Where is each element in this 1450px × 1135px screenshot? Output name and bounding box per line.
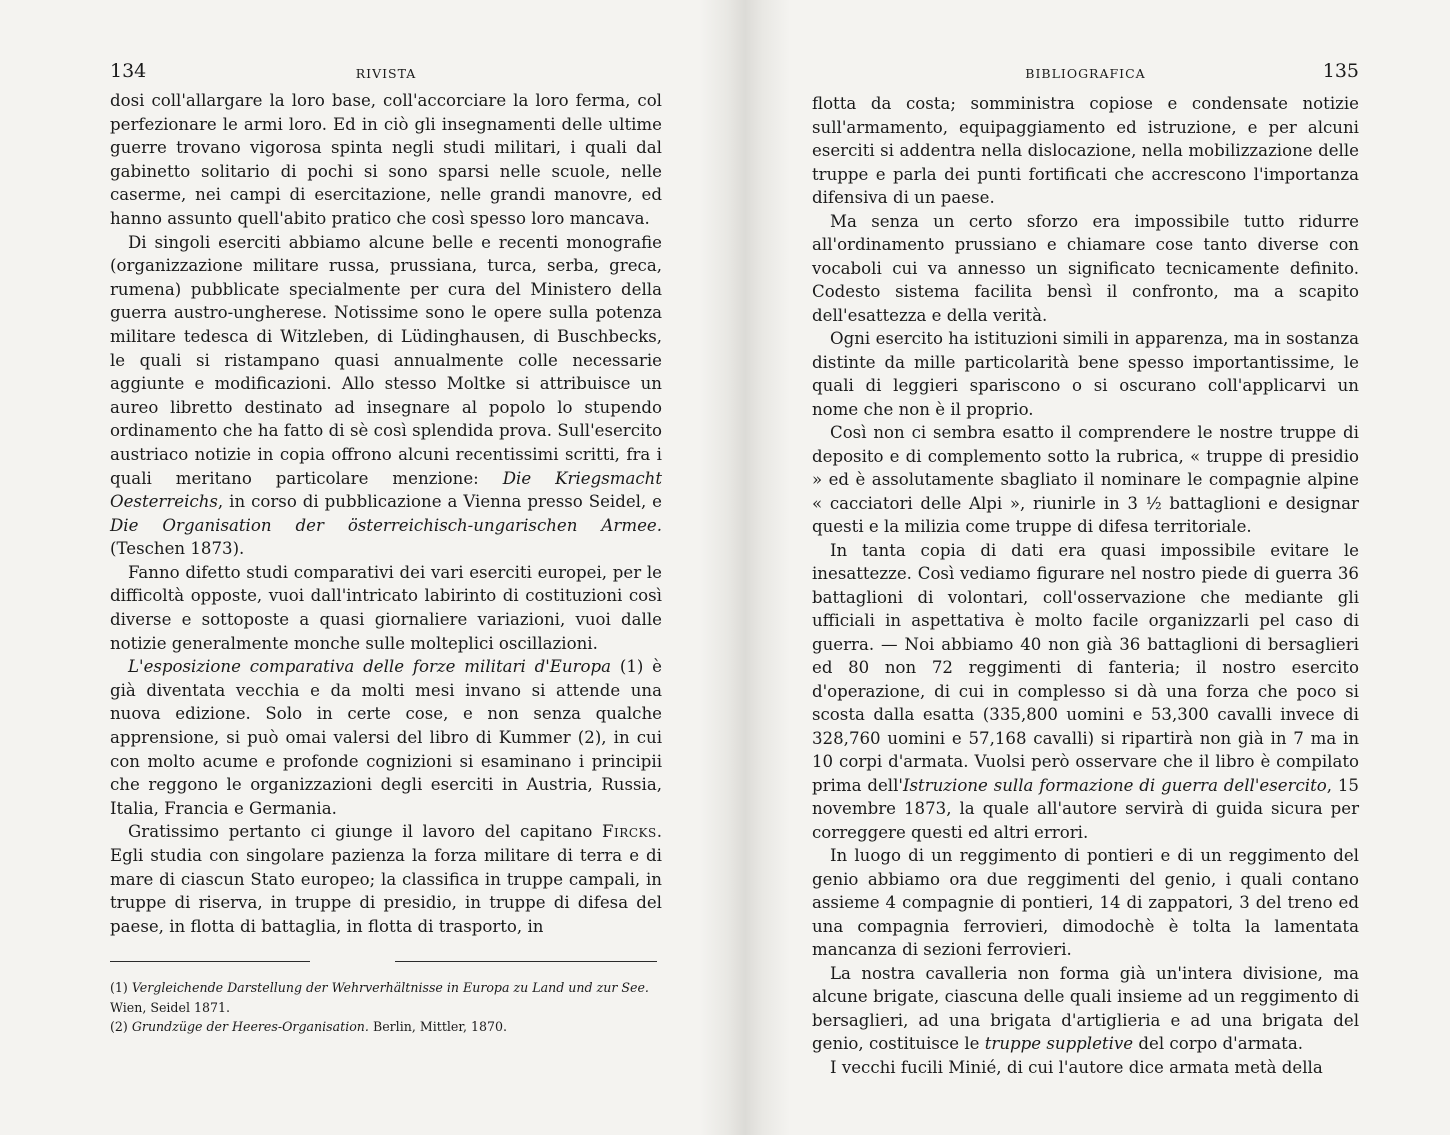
left-running-title: RIVISTA (355, 66, 417, 81)
right-paragraph-1: flotta da costa; somministra copiose e condensate notizie sull'armamento, equipaggiamento ed istruzione, e per alcuni eserciti si addentra nella dislocazione, nella mobilizzazione delle truppe e parla dei punti fortificati che accrescono l'importanza difensiva di un paese. (812, 94, 1359, 207)
right-paragraph-8: I vecchi fucili Minié, di cui l'autore dice armata metà della (830, 1057, 1323, 1077)
right-paragraph-6: In luogo di un reggimento di pontieri e di un reggimento del genio abbiamo ora due reggimenti del genio, i quali contano assieme 4 compagnie di pontieri, 14 di zappatori, 3 del treno ed una compagnia ferrovieri, dimodochè è tolta la lamentata mancanza di sezioni ferrovieri. (812, 846, 1359, 959)
right-paragraph-3: Ogni esercito ha istituzioni simili in apparenza, ma in sostanza distinte da mille particolarità bene spesso importantissime, le quali di leggieri spariscono o si oscurano coll'applicarvi un nome che non è il proprio. (812, 329, 1359, 419)
term-truppe-suppletive: truppe suppletive (984, 1034, 1134, 1053)
footnote-2: (2) Grundzüge der Heeres-Organisation. Berlin, Mittler, 1870. (110, 1019, 508, 1034)
left-paragraph-4: L'esposizione comparativa delle forze militari d'Europa (1) è già diventata vecchia e da molti mesi invano si attende una nuova edizione. Solo in certe cose, e non senza qualche apprensione, si può omai valersi del libro di Kummer (2), in cui con molto acume e profonde cognizioni si esaminano i principii che reggono le organizzazioni degli eserciti in Austria, Russia, Italia, Francia e Germania. (110, 657, 662, 818)
author-name-fircks: Fircks (602, 822, 657, 842)
left-paragraph-3: Fanno difetto studi comparativi dei vari eserciti europei, per le difficoltà opposte, vuoi dall'intricato labirinto di costituzioni così diverse e sottoposte a quasi giornaliere variazioni, vuoi dalle notizie generalmente monche sulle molteplici oscillazioni. (110, 562, 662, 653)
left-paragraph-2: Di singoli eserciti abbiamo alcune belle e recenti monografie (organizzazione militare russa, prussiana, turca, serba, greca, rumena) pubblicate specialmente per cura del Ministero della guerra austro-ungherese. Notissime sono le opere sulla potenza militare tedesca di Witzleben, di Lüdinghausen, di Buschbecks, le quali si ristampano quasi annualmente colle necessarie aggiunte e modificazioni. Allo stesso Moltke si attribuisce un aureo libretto destinato ad insegnare al popolo lo stupendo ordinamento che ha fatto di sè così splendida prova. Sull'esercito austriaco notizie in copia offrono alcuni recentissimi scritti, fra i quali meritano particolare menzione: Die Kriegsmacht Oesterreichs, in corso di pubblicazione a Vienna presso Seidel, e Die Organisation der österreichisch-ungarischen Armee. (Teschen 1873). (110, 232, 663, 559)
book-title-esposizione: L'esposizione comparativa delle forze militari d'Europa (128, 657, 612, 677)
right-body-text (812, 92, 1359, 1079)
left-footnotes (110, 978, 662, 1037)
right-page-number: 135 (1322, 60, 1359, 82)
right-page (812, 0, 1359, 1135)
book-title-organisation: Die Organisation der österreichisch-ungarischen Armee. (110, 515, 662, 535)
left-paragraph-5: Gratissimo pertanto ci giunge il lavoro del capitano Fircks. Egli studia con singolare pazienza la forza militare di terra e di mare di ciascun Stato europeo; la classifica in truppe campali, in truppe di riserva, in truppe di presidio, in truppe di difesa del paese, in flotta di battaglia, in flotta di trasporto, in (110, 822, 662, 936)
right-paragraph-4: Così non ci sembra esatto il comprendere le nostre truppe di deposito e di complemento sotto la rubrica, « truppe di presidio » ed è assolutamente sbagliato il nominare le compagnie alpine « cacciatori delle Alpi », riunirle in 3 ½ battaglioni e designar questi e la milizia come truppe di difesa territoriale. (812, 423, 1359, 536)
left-running-head (110, 60, 662, 88)
right-paragraph-7: La nostra cavalleria non forma già un'intera divisione, ma alcune brigate, ciascuna delle quali insieme ad un reggimento di bersaglieri, ad una brigata d'artiglieria e ad una brigata del genio, costituisce le truppe suppletive del corpo d'armata. (812, 963, 1359, 1053)
right-running-head (812, 60, 1359, 88)
right-running-title: BIBLIOGRAFICA (1025, 66, 1146, 81)
book-title-istruzione: Istruzione sulla formazione di guerra dell'esercito (902, 775, 1327, 795)
left-page-number: 134 (110, 60, 147, 82)
book-gutter (700, 0, 790, 1135)
left-paragraph-1: dosi coll'allargare la loro base, coll'accorciare la loro ferma, col perfezionare le armi loro. Ed in ciò gli insegnamenti delle ultime guerre trovano vigorosa spinta negli studi militari, i quali dal gabinetto solitario di pochi si sono sparsi nelle scuole, nelle caserme, nei campi di esercitazione, nelle grandi manovre, ed hanno assunto quell'abito pratico che così spesso loro mancava. (110, 91, 662, 228)
footnote-rule-right (395, 961, 657, 962)
book-title-kriegsmacht: Die Kriegsmacht Oesterreichs (110, 468, 663, 512)
footnote-1: (1) Vergleichende Darstellung der Wehrverhältnisse in Europa zu Land und zur See. Wien, Seidel 1871. (110, 980, 649, 1015)
right-paragraph-5: In tanta copia di dati era quasi impossibile evitare le inesattezze. Così vediamo figurare nel nostro piede di guerra 36 battaglioni di volontari, coll'osservazione che mediante gli ufficiali in aspettativa è molto facile organizzarli pel caso di guerra. — Noi abbiamo 40 non già 36 battaglioni di bersaglieri ed 80 non 72 reggimenti di fanteria; il nostro esercito d'operazione, di cui in complesso si dà una forza che poco si scosta dalla esatta (335,800 uomini e 53,300 cavalli invece di 328,760 uomini e 57,168 cavalli) si ripartirà non già in 7 ma in 10 corpi d'armata. Vuolsi però osservare che il libro è compilato prima dell'Istruzione sulla formazione di guerra dell'esercito, 15 novembre 1873, la quale all'autore servirà di guida sicura per correggere questi ed altri errori. (812, 540, 1359, 842)
right-paragraph-2: Ma senza un certo sforzo era impossibile tutto ridurre all'ordinamento prussiano e chiamare cose tanto diverse con vocaboli cui va annesso un significato tecnicamente definito. Codesto sistema facilita bensì il confronto, ma a scapito dell'esattezza e della verità. (812, 211, 1359, 325)
footnote-rule-left (110, 961, 310, 962)
left-body-text (110, 89, 662, 938)
left-page (110, 0, 662, 1135)
